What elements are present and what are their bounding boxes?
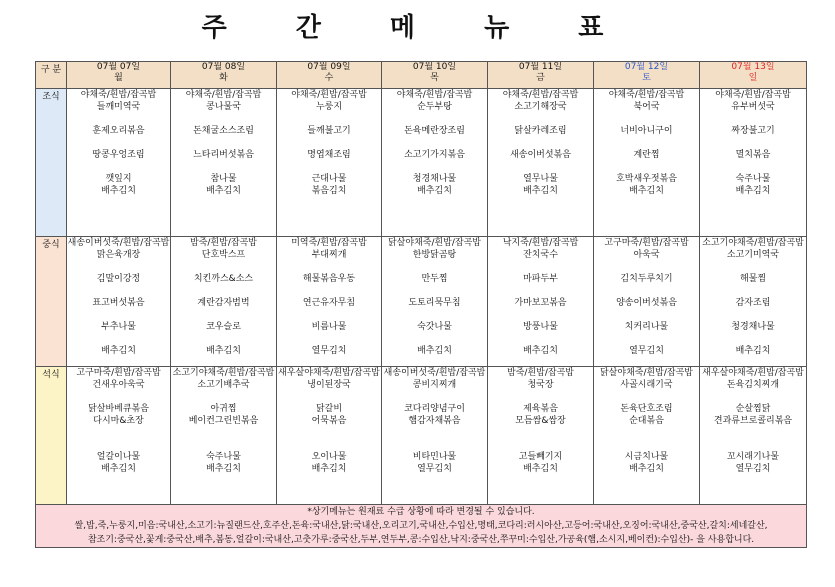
menu-item: 도토리묵무침 bbox=[408, 298, 461, 308]
lunch-row bbox=[36, 237, 807, 367]
menu-item: 고들빼기지 bbox=[518, 452, 563, 462]
spacer bbox=[382, 113, 487, 125]
spacer bbox=[700, 333, 806, 345]
menu-item: 돈육김치찌개 bbox=[726, 380, 780, 390]
spacer bbox=[277, 309, 381, 321]
spacer bbox=[488, 391, 593, 403]
spacer bbox=[67, 427, 170, 439]
menu-item: 배추김치 bbox=[206, 346, 241, 356]
day-weekday: 목 bbox=[430, 73, 439, 83]
spacer bbox=[488, 285, 593, 297]
spacer bbox=[171, 285, 276, 297]
menu-item: 훈제오리볶음 bbox=[92, 126, 145, 136]
spacer bbox=[488, 439, 593, 451]
menu-item: 배추김치 bbox=[735, 186, 771, 196]
spacer bbox=[594, 161, 699, 173]
menu-item: 청경채나물 bbox=[412, 174, 457, 184]
menu-item: 꼬시래기나물 bbox=[726, 452, 780, 462]
menu-item: 숙주나물 bbox=[206, 452, 241, 462]
menu-item: 계란찜 bbox=[633, 150, 660, 160]
spacer bbox=[67, 113, 170, 125]
menu-item: 연근유자무침 bbox=[302, 298, 356, 308]
menu-item: 베이컨그린빈볶음 bbox=[188, 416, 259, 426]
menu-item: 느타리버섯볶음 bbox=[193, 150, 254, 160]
menu-item: 배추김치 bbox=[311, 464, 347, 474]
header-row bbox=[36, 62, 807, 89]
menu-item: 콩나물국 bbox=[206, 102, 241, 112]
menu-item: 냉이된장국 bbox=[307, 380, 351, 390]
menu-cell bbox=[594, 237, 700, 367]
lunch-label: 중식 bbox=[36, 237, 67, 367]
spacer bbox=[700, 427, 806, 439]
spacer bbox=[67, 333, 170, 345]
menu-item: 만두찜 bbox=[421, 274, 448, 284]
menu-item: 배추김치 bbox=[629, 464, 664, 474]
menu-item: 멸치볶음 bbox=[735, 150, 771, 160]
spacer bbox=[594, 439, 699, 451]
menu-item: 오이나물 bbox=[311, 452, 347, 462]
menu-item: 사골시래기국 bbox=[620, 380, 673, 390]
menu-item: 유부버섯국 bbox=[731, 102, 775, 112]
menu-item: 돈채굴소스조림 bbox=[193, 126, 254, 136]
menu-cell bbox=[171, 237, 277, 367]
day-date: 07월 13일 bbox=[731, 62, 775, 72]
spacer bbox=[488, 427, 593, 439]
menu-item: 야채죽/흰밥/잡곡밥 bbox=[185, 90, 262, 100]
spacer bbox=[277, 261, 381, 273]
menu-item: 닭살야채죽/흰밥/잡곡밥 bbox=[599, 368, 693, 378]
spacer bbox=[277, 285, 381, 297]
day-weekday: 수 bbox=[324, 73, 334, 83]
spacer bbox=[594, 309, 699, 321]
menu-item: 순살찜닭 bbox=[735, 404, 771, 414]
menu-item: 코다리양념구이 bbox=[404, 404, 465, 414]
day-header-sat bbox=[594, 62, 700, 89]
menu-item: 다시마&초장 bbox=[93, 416, 144, 426]
day-weekday: 금 bbox=[536, 73, 545, 83]
menu-item: 배추김치 bbox=[206, 186, 241, 196]
menu-item: 닭살야채죽/흰밥/잡곡밥 bbox=[387, 238, 481, 248]
spacer bbox=[700, 391, 806, 403]
menu-item: 배추김치 bbox=[101, 346, 136, 356]
menu-item: 고구마죽/흰밥/잡곡밥 bbox=[76, 368, 161, 378]
menu-cell bbox=[382, 237, 488, 367]
menu-cell bbox=[171, 367, 277, 505]
spacer bbox=[171, 391, 276, 403]
menu-item: 아귀찜 bbox=[210, 404, 237, 414]
menu-cell bbox=[488, 237, 594, 367]
menu-item: 새우살야채죽/흰밥/잡곡밥 bbox=[702, 368, 804, 378]
menu-item: 견과류브로콜리볶음 bbox=[713, 416, 793, 426]
menu-item: 깻잎지 bbox=[105, 174, 132, 184]
spacer bbox=[277, 137, 381, 149]
spacer bbox=[700, 285, 806, 297]
menu-item: 소고기배추국 bbox=[197, 380, 250, 390]
menu-item: 콩비지찌개 bbox=[412, 380, 457, 390]
day-date: 07월 08일 bbox=[201, 62, 246, 72]
menu-item: 부대찌개 bbox=[311, 250, 347, 260]
spacer bbox=[488, 333, 593, 345]
menu-cell bbox=[488, 367, 594, 505]
day-date: 07월 07일 bbox=[96, 62, 141, 72]
menu-item: 땅콩우엉조림 bbox=[92, 150, 145, 160]
menu-item: 청경채나물 bbox=[731, 322, 775, 332]
menu-item: 코우슬로 bbox=[206, 322, 241, 332]
menu-item: 배추김치 bbox=[417, 346, 452, 356]
day-header-fri bbox=[488, 62, 594, 89]
menu-cell bbox=[382, 367, 488, 505]
spacer bbox=[171, 333, 276, 345]
menu-item: 부추나물 bbox=[101, 322, 136, 332]
spacer bbox=[171, 261, 276, 273]
spacer bbox=[488, 261, 593, 273]
menu-item: 참나물 bbox=[210, 174, 237, 184]
menu-item: 배추김치 bbox=[206, 464, 241, 474]
menu-item: 계란감자범벅 bbox=[197, 298, 250, 308]
menu-item: 햄감자채볶음 bbox=[408, 416, 461, 426]
day-date: 07월 10일 bbox=[412, 62, 457, 72]
menu-item: 새송이버섯볶음 bbox=[510, 150, 571, 160]
menu-item: 야채죽/흰밥/잡곡밥 bbox=[291, 90, 367, 100]
menu-item: 소고기가지볶음 bbox=[404, 150, 465, 160]
day-weekday: 일 bbox=[748, 73, 758, 83]
menu-cell bbox=[67, 367, 171, 505]
menu-item: 밤죽/흰밥/잡곡밥 bbox=[507, 368, 574, 378]
menu-item: 닭살바베큐볶음 bbox=[88, 404, 149, 414]
spacer bbox=[594, 261, 699, 273]
spacer bbox=[171, 439, 276, 451]
menu-item: 새송이버섯죽/흰밥/잡곡밥 bbox=[383, 368, 486, 378]
spacer bbox=[382, 285, 487, 297]
menu-item: 해물찜 bbox=[739, 274, 767, 284]
spacer bbox=[171, 427, 276, 439]
spacer bbox=[277, 391, 381, 403]
menu-item: 표고버섯볶음 bbox=[92, 298, 145, 308]
menu-cell bbox=[277, 367, 382, 505]
menu-item: 마파두부 bbox=[523, 274, 558, 284]
menu-item: 배추김치 bbox=[101, 464, 136, 474]
menu-item: 새우살야채죽/흰밥/잡곡밥 bbox=[278, 368, 380, 378]
day-header-thu bbox=[382, 62, 488, 89]
menu-item: 단호박스프 bbox=[201, 250, 246, 260]
menu-item: 배추김치 bbox=[101, 186, 136, 196]
spacer bbox=[488, 161, 593, 173]
spacer bbox=[277, 113, 381, 125]
day-header-tue bbox=[171, 62, 277, 89]
menu-item: 열무나물 bbox=[523, 174, 558, 184]
menu-item: 제육볶음 bbox=[523, 404, 558, 414]
notes-origin-line-2: 참조기:중국산,꽃게:중국산,배추,봄동,얼갈이:국내산,고춧가루:중국산,두부,연두부,콩:수입산,낙지:중국산,쭈꾸미:수입산,가공육(햄,소시지,베이컨):수입산)- 을 사용합니다. bbox=[87, 535, 755, 545]
menu-item: 야채죽/흰밥/잡곡밥 bbox=[715, 90, 791, 100]
spacer bbox=[277, 427, 381, 439]
spacer bbox=[700, 137, 806, 149]
menu-cell bbox=[594, 367, 700, 505]
menu-item: 볶음김치 bbox=[311, 186, 347, 196]
menu-item: 소고기야채죽/흰밥/잡곡밥 bbox=[172, 368, 275, 378]
menu-item: 야채죽/흰밥/잡곡밥 bbox=[80, 90, 157, 100]
notes-row bbox=[36, 505, 807, 548]
menu-item: 야채죽/흰밥/잡곡밥 bbox=[608, 90, 685, 100]
spacer bbox=[171, 113, 276, 125]
spacer bbox=[594, 427, 699, 439]
menu-cell bbox=[594, 89, 700, 237]
menu-item: 비타민나물 bbox=[412, 452, 457, 462]
menu-cell bbox=[382, 89, 488, 237]
page-title: 주 간 메 뉴 표 bbox=[201, 13, 634, 43]
spacer bbox=[67, 285, 170, 297]
spacer bbox=[488, 309, 593, 321]
spacer bbox=[171, 309, 276, 321]
menu-cell bbox=[488, 89, 594, 237]
menu-item: 짜장불고기 bbox=[731, 126, 775, 136]
menu-item: 감자조림 bbox=[735, 298, 771, 308]
menu-item: 북어국 bbox=[633, 102, 660, 112]
spacer bbox=[382, 333, 487, 345]
spacer bbox=[594, 391, 699, 403]
menu-cell bbox=[67, 89, 171, 237]
spacer bbox=[382, 439, 487, 451]
day-header-mon bbox=[67, 62, 171, 89]
menu-item: 맑은육개장 bbox=[96, 250, 141, 260]
menu-item: 배추김치 bbox=[629, 186, 664, 196]
day-date: 07월 09일 bbox=[307, 62, 351, 72]
menu-item: 낙지죽/흰밥/잡곡밥 bbox=[502, 238, 579, 248]
day-weekday: 월 bbox=[114, 73, 123, 83]
spacer bbox=[67, 391, 170, 403]
menu-item: 김치두루치기 bbox=[620, 274, 673, 284]
menu-item: 미역죽/흰밥/잡곡밥 bbox=[291, 238, 367, 248]
menu-item: 어묵볶음 bbox=[311, 416, 347, 426]
menu-item: 잔치국수 bbox=[523, 250, 558, 260]
menu-item: 열무김치 bbox=[311, 346, 347, 356]
menu-item: 모듬쌈&쌈장 bbox=[515, 416, 566, 426]
menu-item: 배추김치 bbox=[523, 346, 558, 356]
spacer bbox=[277, 161, 381, 173]
notes-origin-line-1: 쌀,밥,죽,누룽지,미음:국내산,소고기:뉴질랜드산,호주산,돈육:국내산,닭:국내산,오리고기,국내산,수입산,명태,코다리:러시아산,고등어:국내산,오징어:국내산,중국산,갈치:세네갈산, bbox=[74, 521, 768, 531]
weekly-menu-table bbox=[35, 61, 807, 548]
menu-item: 양송이버섯볶음 bbox=[616, 298, 677, 308]
spacer bbox=[594, 333, 699, 345]
breakfast-row bbox=[36, 89, 807, 237]
menu-item: 소고기미역국 bbox=[726, 250, 780, 260]
spacer bbox=[382, 427, 487, 439]
menu-item: 배추김치 bbox=[417, 186, 452, 196]
menu-item: 순두부탕 bbox=[417, 102, 452, 112]
menu-item: 청국장 bbox=[527, 380, 554, 390]
menu-cell bbox=[171, 89, 277, 237]
menu-item: 새송이버섯죽/흰밥/잡곡밥 bbox=[67, 238, 170, 248]
spacer bbox=[382, 161, 487, 173]
menu-item: 배추김치 bbox=[523, 186, 558, 196]
day-header-wed bbox=[277, 62, 382, 89]
spacer bbox=[382, 309, 487, 321]
menu-item: 아욱국 bbox=[633, 250, 660, 260]
spacer bbox=[594, 137, 699, 149]
day-header-sun bbox=[700, 62, 807, 89]
notes-disclaimer: *상기메뉴는 원재료 수급 상황에 따라 변경될 수 있습니다. bbox=[307, 507, 535, 517]
spacer bbox=[488, 113, 593, 125]
menu-item: 시금치나물 bbox=[624, 452, 669, 462]
dinner-label: 석식 bbox=[36, 367, 67, 505]
menu-item: 돈육메란장조림 bbox=[404, 126, 465, 136]
spacer bbox=[382, 137, 487, 149]
spacer bbox=[700, 161, 806, 173]
menu-item: 들깨불고기 bbox=[307, 126, 351, 136]
spacer bbox=[700, 309, 806, 321]
spacer bbox=[277, 333, 381, 345]
day-weekday: 토 bbox=[642, 73, 651, 83]
menu-item: 숙주나물 bbox=[735, 174, 771, 184]
menu-item: 배추김치 bbox=[735, 346, 771, 356]
menu-item: 고구마죽/흰밥/잡곡밥 bbox=[604, 238, 689, 248]
menu-item: 숙갓나물 bbox=[417, 322, 452, 332]
menu-item: 김말이강정 bbox=[96, 274, 141, 284]
spacer bbox=[700, 113, 806, 125]
menu-item: 해물볶음우동 bbox=[302, 274, 356, 284]
menu-item: 야채죽/흰밥/잡곡밥 bbox=[396, 90, 473, 100]
menu-item: 방풍나물 bbox=[523, 322, 558, 332]
menu-item: 열무김치 bbox=[629, 346, 664, 356]
menu-item: 치킨까스&소스 bbox=[193, 274, 254, 284]
notes-cell bbox=[36, 505, 807, 548]
spacer bbox=[171, 161, 276, 173]
spacer bbox=[382, 261, 487, 273]
day-date: 07월 12일 bbox=[624, 62, 669, 72]
menu-item: 열무김치 bbox=[417, 464, 452, 474]
menu-item: 돈육단호조림 bbox=[620, 404, 673, 414]
menu-item: 누룽지 bbox=[315, 102, 343, 112]
day-date: 07월 11일 bbox=[518, 62, 563, 72]
spacer bbox=[594, 113, 699, 125]
menu-item: 열무김치 bbox=[735, 464, 771, 474]
menu-item: 비름나물 bbox=[311, 322, 347, 332]
menu-item: 소고기야채죽/흰밥/잡곡밥 bbox=[702, 238, 804, 248]
menu-item: 한방닭곰탕 bbox=[412, 250, 457, 260]
menu-cell bbox=[700, 367, 807, 505]
day-weekday: 화 bbox=[219, 73, 228, 83]
spacer bbox=[171, 137, 276, 149]
spacer bbox=[67, 261, 170, 273]
menu-item: 호박새우젓볶음 bbox=[616, 174, 677, 184]
menu-item: 들깨미역국 bbox=[96, 102, 141, 112]
menu-item: 명엽채조림 bbox=[307, 150, 351, 160]
dinner-row bbox=[36, 367, 807, 505]
menu-item: 배추김치 bbox=[523, 464, 558, 474]
menu-cell bbox=[700, 237, 807, 367]
menu-item: 닭살카레조림 bbox=[514, 126, 567, 136]
spacer bbox=[67, 439, 170, 451]
menu-item: 가마보꼬볶음 bbox=[514, 298, 567, 308]
menu-item: 밤죽/흰밥/잡곡밥 bbox=[190, 238, 257, 248]
spacer bbox=[382, 391, 487, 403]
spacer bbox=[67, 137, 170, 149]
menu-item: 치커리나물 bbox=[624, 322, 669, 332]
menu-item: 근대나물 bbox=[311, 174, 347, 184]
menu-cell bbox=[277, 89, 382, 237]
menu-cell bbox=[67, 237, 171, 367]
menu-item: 닭갈비 bbox=[315, 404, 343, 414]
spacer bbox=[488, 137, 593, 149]
header-label: 구 분 bbox=[36, 62, 67, 89]
spacer bbox=[594, 285, 699, 297]
menu-item: 얼갈이나물 bbox=[96, 452, 141, 462]
menu-item: 건새우아욱국 bbox=[92, 380, 145, 390]
menu-item: 너비아니구이 bbox=[620, 126, 673, 136]
spacer bbox=[700, 261, 806, 273]
menu-cell bbox=[277, 237, 382, 367]
spacer bbox=[67, 309, 170, 321]
menu-cell bbox=[700, 89, 807, 237]
menu-item: 소고기해장국 bbox=[514, 102, 567, 112]
spacer bbox=[277, 439, 381, 451]
spacer bbox=[700, 439, 806, 451]
spacer bbox=[67, 161, 170, 173]
breakfast-label: 조식 bbox=[36, 89, 67, 237]
menu-item: 야채죽/흰밥/잡곡밥 bbox=[502, 90, 579, 100]
menu-item: 순대볶음 bbox=[629, 416, 664, 426]
